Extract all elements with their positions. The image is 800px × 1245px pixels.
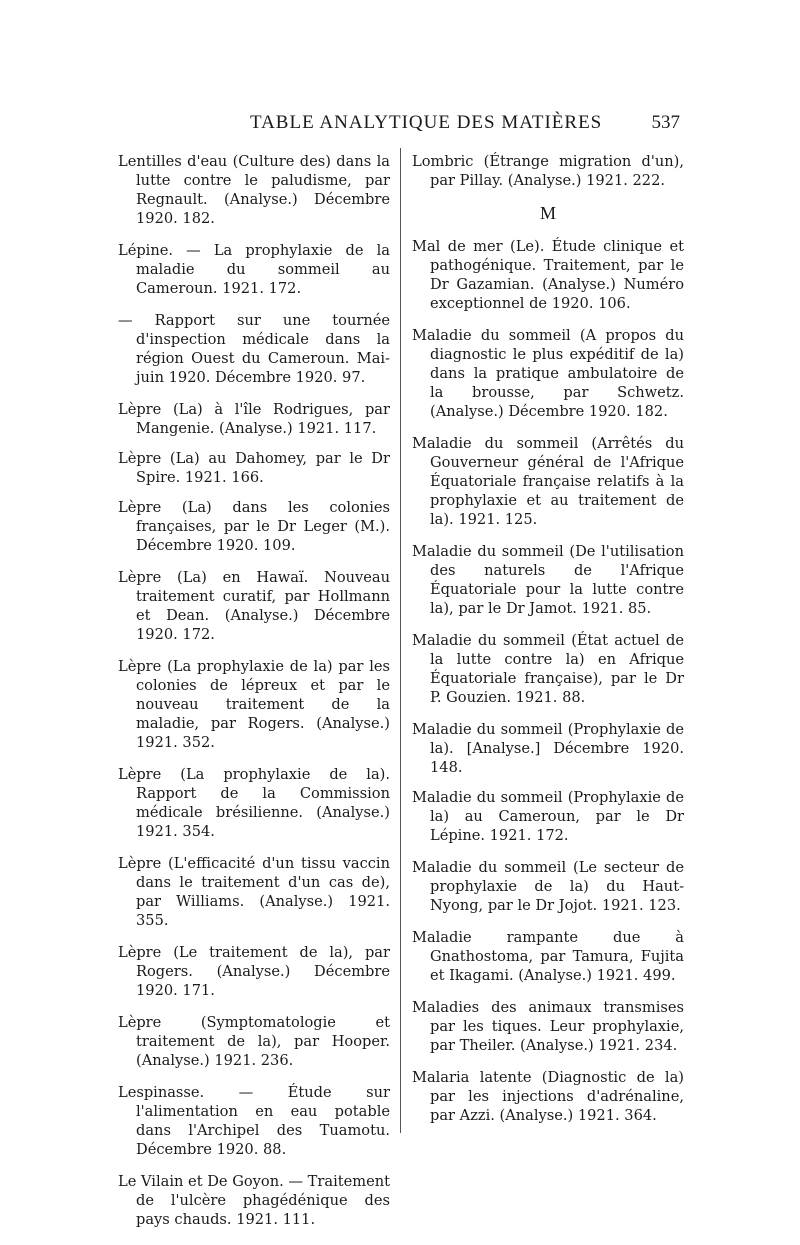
index-entry: Maladie du sommeil (Arrêtés du Gouverneur général de l'Afrique Équatoriale française relatifs à la prophylaxie et au traitement de la). 1921. 125. [412,435,684,528]
index-entry: Le Vilain et De Goyon. — Traitement de l'ulcère phagédénique des pays chauds. 1921. 111. [118,1173,390,1228]
index-entry: Lèpre (La prophylaxie de la). Rapport de la Commission médicale brésilienne. (Analyse.) 1921. 354. [118,766,390,840]
index-entry: Lèpre (L'efficacité d'un tissu vaccin dans le traitement d'un cas de), par Williams. (Analyse.) 1921. 355. [118,855,390,929]
index-entry: Maladies des animaux transmises par les tiques. Leur prophylaxie, par Theiler. (Analyse.) 1921. 234. [412,999,684,1054]
page-number: 537 [651,112,680,133]
index-entry: Lentilles d'eau (Culture des) dans la lutte contre le paludisme, par Regnault. (Analyse.) Décembre 1920. 182. [118,153,390,227]
page-header [120,112,680,142]
left-column [118,152,390,1242]
index-entry: Lèpre (La) au Dahomey, par le Dr Spire. 1921. 166. [118,450,390,486]
index-entry: Maladie du sommeil (Le secteur de prophylaxie de la) du Haut-Nyong, par le Dr Jojot. 1921. 123. [412,859,684,914]
index-entry: Lèpre (Le traitement de la), par Rogers. (Analyse.) Décembre 1920. 171. [118,944,390,999]
index-entry: Maladie rampante due à Gnathostoma, par Tamura, Fujita et Ikagami. (Analyse.) 1921. 499. [412,929,684,984]
index-entry: Lèpre (La) dans les colonies françaises, par le Dr Leger (M.). Décembre 1920. 109. [118,499,390,554]
index-entry: Lèpre (La) en Hawaï. Nouveau traitement curatif, par Hollmann et Dean. (Analyse.) Décembre 1920. 172. [118,569,390,643]
index-entry: — Rapport sur une tournée d'inspection médicale dans la région Ouest du Cameroun. Mai-juin 1920. Décembre 1920. 97. [118,312,390,386]
column-divider [400,148,401,1133]
index-entry: Malaria latente (Diagnostic de la) par les injections d'adrénaline, par Azzi. (Analyse.) 1921. 364. [412,1069,684,1124]
index-entry: Maladie du sommeil (Prophylaxie de la) au Cameroun, par le Dr Lépine. 1921. 172. [412,789,684,844]
index-entry: Lespinasse. — Étude sur l'alimentation en eau potable dans l'Archipel des Tuamotu. Décembre 1920. 88. [118,1084,390,1158]
index-entry: Lèpre (La prophylaxie de la) par les colonies de lépreux et par le nouveau traitement de la maladie, par Rogers. (Analyse.) 1921. 352. [118,658,390,751]
index-entry: Maladie du sommeil (De l'utilisation des naturels de l'Afrique Équatoriale pour la lutte contre la), par le Dr Jamot. 1921. 85. [412,543,684,617]
index-entry: Mal de mer (Le). Étude clinique et pathogénique. Traitement, par le Dr Gazamian. (Analyse.) Numéro exceptionnel de 1920. 106. [412,238,684,312]
index-entry: Lombric (Étrange migration d'un), par Pillay. (Analyse.) 1921. 222. [412,153,684,189]
index-entry: Lépine. — La prophylaxie de la maladie du sommeil au Cameroun. 1921. 172. [118,242,390,297]
section-letter: M [539,203,556,223]
index-entry: Maladie du sommeil (État actuel de la lutte contre la) en Afrique Équatoriale française), par le Dr P. Gouzien. 1921. 88. [412,632,684,706]
index-entry: Maladie du sommeil (A propos du diagnostic le plus expéditif de la) dans la pratique ambulatoire de la brousse, par Schwetz. (Analyse.) Décembre 1920. 182. [412,327,684,420]
right-column [412,152,684,1138]
index-entry: Lèpre (La) à l'île Rodrigues, par Mangenie. (Analyse.) 1921. 117. [118,401,390,437]
index-entry: Maladie du sommeil (Prophylaxie de la). [Analyse.] Décembre 1920. 148. [412,721,684,776]
index-entry: Lèpre (Symptomatologie et traitement de la), par Hooper. (Analyse.) 1921. 236. [118,1014,390,1069]
running-title: TABLE ANALYTIQUE DES MATIÈRES [250,112,603,133]
